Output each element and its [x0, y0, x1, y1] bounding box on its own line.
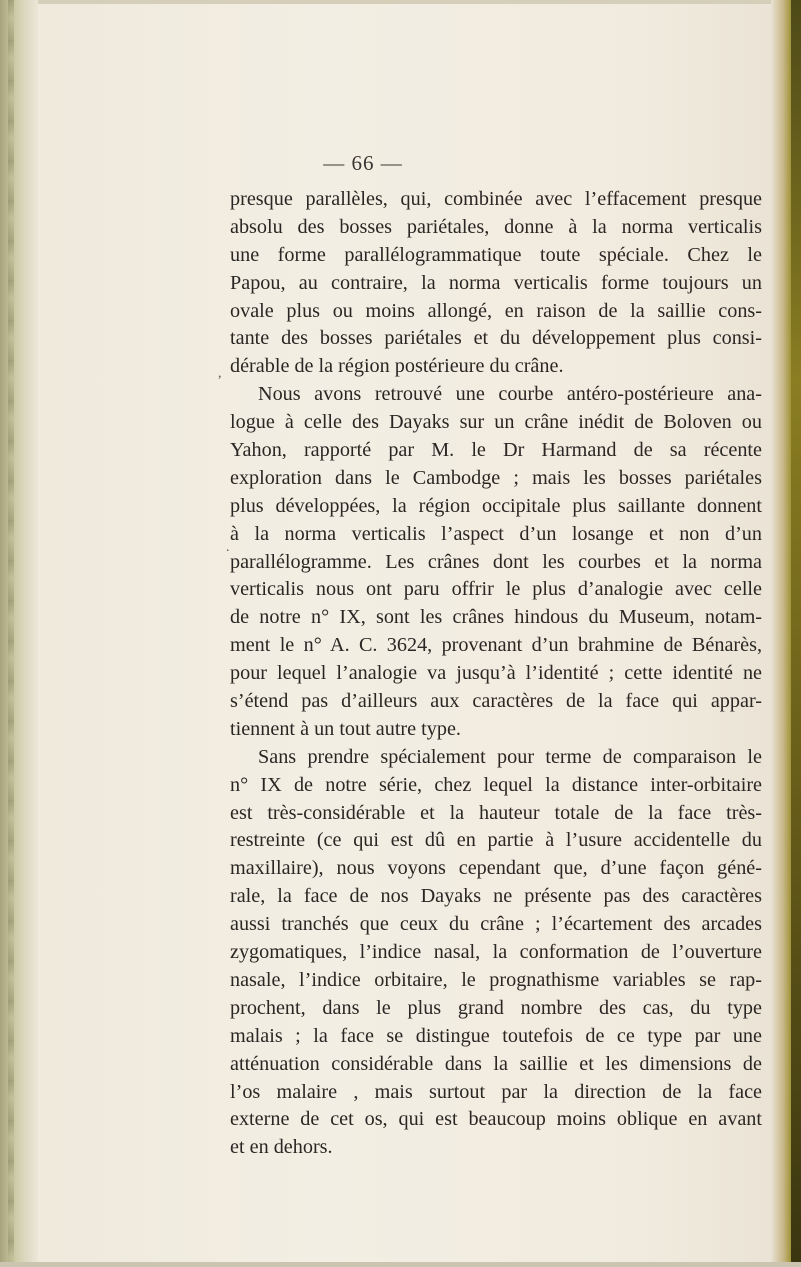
text-line: dérable de la région postérieure du crâne.: [230, 355, 564, 378]
text-line: exploration dans le Cambodge ; mais les bosses pariétales: [230, 466, 762, 489]
text-line: atténuation considérable dans la saillie et les dimensions de: [230, 1052, 762, 1075]
text-line: l’os malaire , mais surtout par la direction de la face: [230, 1080, 762, 1103]
text-line: tante des bosses pariétales et du développement plus consi-: [230, 327, 762, 350]
text-line: Papou, au contraire, la norma verticalis forme toujours un: [230, 271, 762, 294]
text-line: aussi tranchés que ceux du crâne ; l’écartement des arcades: [230, 913, 762, 936]
text-line: à la norma verticalis l’aspect d’un losange et non d’un: [230, 522, 762, 545]
text-line: n° IX de notre série, chez lequel la distance inter-orbitaire: [230, 773, 762, 796]
top-edge: [0, 0, 801, 4]
text-line: logue à celle des Dayaks sur un crâne inédit de Boloven ou: [230, 411, 762, 434]
text-line: Nous avons retrouvé une courbe antéro-postérieure ana-: [258, 383, 762, 406]
text-line: verticalis nous ont paru offrir le plus d’analogie avec celle: [230, 578, 762, 601]
bottom-edge: [0, 1262, 801, 1267]
text-line: de notre n° IX, sont les crânes hindous du Museum, notam-: [230, 606, 762, 629]
text-line: ment le n° A. C. 3624, provenant d’un brahmine de Bénarès,: [230, 634, 762, 657]
text-line: malais ; la face se distingue toutefois de ce type par une: [230, 1024, 762, 1047]
text-line: absolu des bosses pariétales, donne à la norma verticalis: [230, 215, 762, 238]
text-line: une forme parallélogrammatique toute spéciale. Chez le: [230, 243, 762, 266]
body-text: [230, 186, 762, 1162]
text-line: prochent, dans le plus grand nombre des cas, du type: [230, 996, 762, 1019]
text-line: tiennent à un tout autre type.: [230, 717, 461, 740]
text-line: externe de cet os, qui est beaucoup moins oblique en avant: [230, 1108, 762, 1131]
text-line: nasale, l’indice orbitaire, le prognathisme variables se rap-: [230, 968, 762, 991]
text-line: rale, la face de nos Dayaks ne présente pas des caractères: [230, 885, 762, 908]
text-line: ovale plus ou moins allongé, en raison de la saillie cons-: [230, 299, 762, 322]
page-number: — 66 —: [323, 151, 403, 175]
text-line: presque parallèles, qui, combinée avec l’effacement presque: [230, 188, 762, 210]
text-line: zygomatiques, l’indice nasal, la conformation de l’ouverture: [230, 941, 762, 964]
text-line: Sans prendre spécialement pour terme de comparaison le: [258, 745, 762, 768]
text-line: parallélogramme. Les crânes dont les courbes et la norma: [230, 550, 762, 573]
text-line: est très-considérable et la hauteur totale de la face très-: [230, 801, 762, 824]
text-line: restreinte (ce qui est dû en partie à l’usure accidentelle du: [230, 829, 762, 852]
text-line: plus développées, la région occipitale plus saillante donnent: [230, 494, 762, 517]
text-line: pour lequel l’analogie va jusqu’à l’identité ; cette identité ne: [230, 662, 762, 685]
ink-speck: ,: [218, 366, 222, 381]
text-line: et en dehors.: [230, 1136, 333, 1159]
text-line: Yahon, rapporté par M. le Dr Harmand de sa récente: [230, 439, 762, 462]
page-right-edge: [771, 0, 801, 1267]
text-line: s’étend pas d’ailleurs aux caractères de la face qui appar-: [230, 690, 762, 713]
ink-speck: .: [226, 540, 230, 555]
book-binding-edge: [0, 0, 38, 1267]
text-line: maxillaire), nous voyons cependant que, d’une façon géné-: [230, 857, 762, 880]
